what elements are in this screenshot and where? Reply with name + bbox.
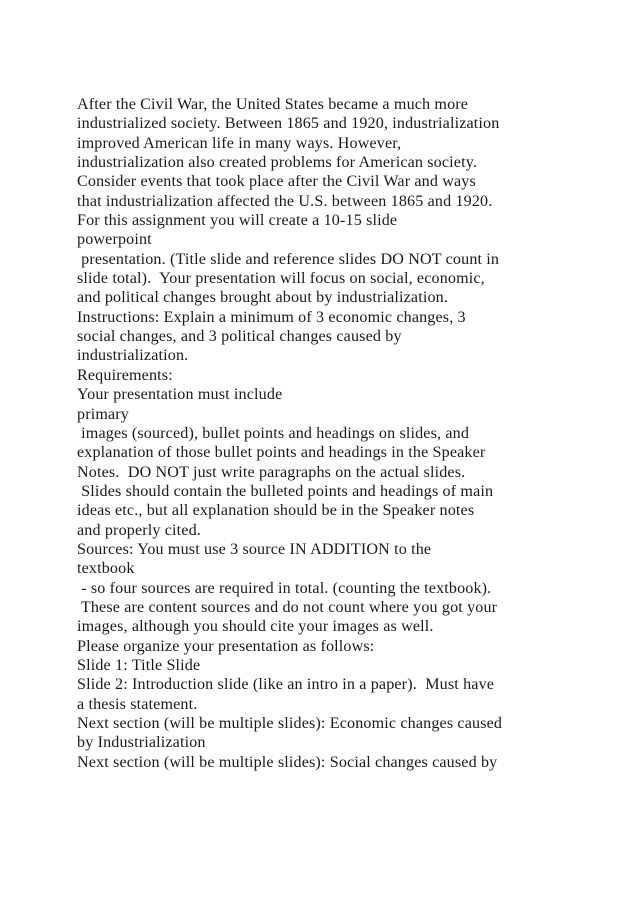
text-line: Notes. DO NOT just write paragraphs on the actual slides. — [77, 463, 466, 481]
text-line: Consider events that took place after the Civil War and ways — [77, 173, 476, 191]
text-line: presentation. (Title slide and reference slides DO NOT count in — [77, 250, 500, 268]
text-line: Your presentation must include — [77, 386, 283, 404]
text-line: Please organize your presentation as follows: — [77, 637, 375, 655]
assignment-text — [77, 95, 622, 772]
text-line: industrialization. — [77, 347, 189, 365]
text-line: images (sourced), bullet points and headings on slides, and — [77, 424, 470, 442]
text-line: For this assignment you will create a 10-15 slide — [77, 212, 398, 230]
text-line: that industrialization affected the U.S. between 1865 and 1920. — [77, 192, 493, 210]
text-line: Next section (will be multiple slides): Economic changes caused — [77, 715, 503, 732]
text-line: After the Civil War, the United States became a much more — [77, 96, 469, 113]
text-line: Slide 1: Title Slide — [77, 656, 201, 674]
text-line: Sources: You must use 3 source IN ADDITION to the — [77, 540, 432, 558]
text-line: social changes, and 3 political changes caused by — [77, 328, 402, 346]
text-line: These are content sources and do not count where you got your — [77, 598, 498, 616]
text-line: by Industrialization — [77, 734, 206, 752]
text-line: improved American life in many ways. However, — [77, 134, 402, 152]
text-line: slide total). Your presentation will focus on social, economic, — [77, 270, 485, 288]
text-line: primary — [77, 405, 129, 423]
text-line: and political changes brought about by industrialization. — [77, 289, 449, 307]
text-line: explanation of those bullet points and headings in the Speaker — [77, 444, 486, 462]
text-line: industrialized society. Between 1865 and 1920, industrialization — [77, 115, 500, 133]
text-line: images, although you should cite your images as well. — [77, 618, 434, 636]
text-line: Next section (will be multiple slides): Social changes caused by — [77, 753, 498, 771]
text-line: - so four sources are required in total. (counting the textbook). — [77, 579, 492, 597]
text-line: ideas etc., but all explanation should be in the Speaker notes — [77, 502, 475, 520]
text-line: Slide 2: Introduction slide (like an intro in a paper). Must have — [77, 676, 495, 694]
text-line: Slides should contain the bulleted points and headings of main — [77, 482, 494, 500]
text-line: Requirements: — [77, 366, 173, 384]
text-line: and properly cited. — [77, 521, 201, 539]
text-line: industrialization also created problems for American society. — [77, 154, 478, 172]
text-line: a thesis statement. — [77, 695, 198, 713]
text-line: Instructions: Explain a minimum of 3 economic changes, 3 — [77, 308, 466, 326]
text-line: textbook — [77, 560, 135, 578]
text-line: powerpoint — [77, 231, 152, 249]
